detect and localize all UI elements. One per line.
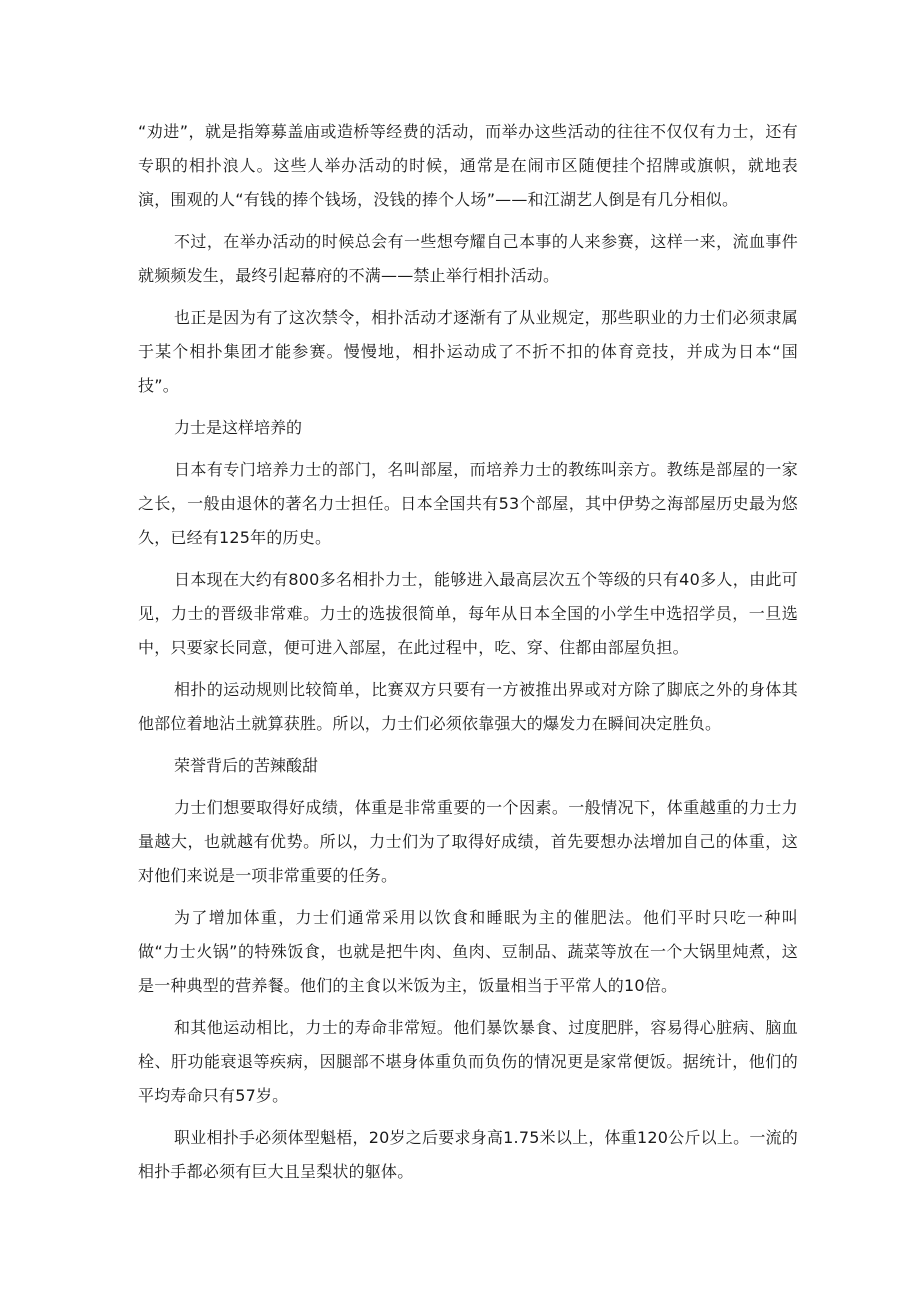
paragraph-4: 日本有专门培养力士的部门，名叫部屋，而培养力士的教练叫亲方。教练是部屋的一家之长，一般由退休的著名力士担任。日本全国共有53个部屋，其中伊势之海部屋历史最为悠久，已经有125年的历史。 (138, 460, 798, 547)
paragraph-9: 和其他运动相比，力士的寿命非常短。他们暴饮暴食、过度肥胖，容易得心脏病、脑血栓、肝功能衰退等疾病，因腿部不堪身体重负而负伤的情况更是家常便饭。据统计，他们的平均寿命只有57岁。 (138, 1018, 798, 1105)
paragraph-1: “劝进”，就是指筹募盖庙或造桥等经费的活动，而举办这些活动的往往不仅仅有力士，还有专职的相扑浪人。这些人举办活动的时候，通常是在闹市区随便挂个招牌或旗帜，就地表演，围观的人“有钱的捧个钱场，没钱的捧个人场”——和江湖艺人倒是有几分相似。 (138, 122, 798, 209)
paragraph-3: 也正是因为有了这次禁令，相扑活动才逐渐有了从业规定，那些职业的力士们必须隶属于某个相扑集团才能参赛。慢慢地，相扑运动成了不折不扣的体育竞技，并成为日本“国技”。 (138, 308, 798, 395)
document-page (138, 115, 798, 1197)
paragraph-2: 不过，在举办活动的时候总会有一些想夸耀自己本事的人来参赛，这样一来，流血事件就频频发生，最终引起幕府的不满——禁止举行相扑活动。 (138, 232, 798, 285)
section-heading-training: 力士是这样培养的 (174, 418, 303, 437)
paragraph-5: 日本现在大约有800多名相扑力士，能够进入最高层次五个等级的只有40多人，由此可见，力士的晋级非常难。力士的选拔很简单，每年从日本全国的小学生中选招学员，一旦选中，只要家长同意，便可进入部屋，在此过程中，吃、穿、住都由部屋负担。 (138, 570, 798, 657)
section-heading-honor: 荣誉背后的苦辣酸甜 (174, 756, 319, 775)
paragraph-8: 为了增加体重，力士们通常采用以饮食和睡眠为主的催肥法。他们平时只吃一种叫做“力士火锅”的特殊饭食，也就是把牛肉、鱼肉、豆制品、蔬菜等放在一个大锅里炖煮，这是一种典型的营养餐。他们的主食以米饭为主，饭量相当于平常人的10倍。 (138, 908, 798, 995)
paragraph-10: 职业相扑手必须体型魁梧，20岁之后要求身高1.75米以上，体重120公斤以上。一流的相扑手都必须有巨大且呈梨状的躯体。 (138, 1128, 798, 1181)
paragraph-6: 相扑的运动规则比较简单，比赛双方只要有一方被推出界或对方除了脚底之外的身体其他部位着地沾土就算获胜。所以，力士们必须依靠强大的爆发力在瞬间决定胜负。 (138, 680, 798, 733)
paragraph-7: 力士们想要取得好成绩，体重是非常重要的一个因素。一般情况下，体重越重的力士力量越大，也就越有优势。所以，力士们为了取得好成绩，首先要想办法增加自己的体重，这对他们来说是一项非常重要的任务。 (138, 798, 798, 885)
